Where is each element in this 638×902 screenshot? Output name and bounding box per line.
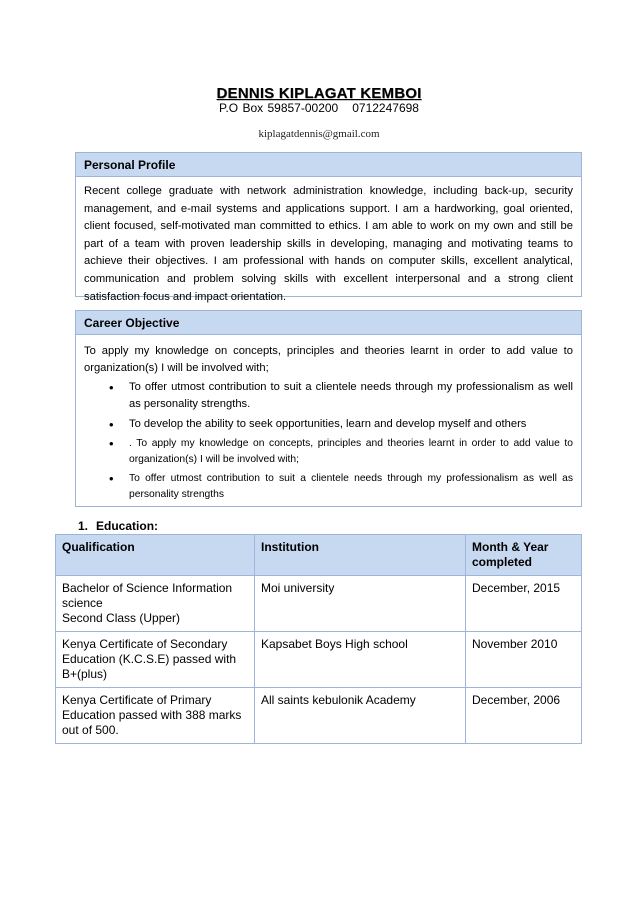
column-header-institution: Institution <box>255 535 466 576</box>
table-row <box>56 576 582 632</box>
qualification-line: Second Class (Upper) <box>62 611 181 625</box>
email-address: kiplagatdennis@gmail.com <box>258 128 380 140</box>
education-table <box>55 534 582 744</box>
po-box: P.O Box 59857-00200 <box>219 101 339 115</box>
qualification-cell <box>56 632 255 688</box>
qualification-line: Bachelor of Science Information science <box>62 581 233 610</box>
career-objective-section <box>75 310 582 507</box>
column-header-qualification: Qualification <box>56 535 255 576</box>
education-heading-label: Education: <box>96 519 159 533</box>
objective-bullet-list <box>84 379 573 503</box>
table-row <box>56 688 582 744</box>
objective-bullet: • To offer utmost contribution to suit a clientele needs through my professionalism as well as personality strengths. <box>129 379 573 413</box>
contact-line <box>0 101 638 115</box>
education-number: 1. <box>78 519 89 533</box>
education-heading <box>78 519 158 533</box>
qualification-line: Kenya Certificate of Secondary Education (K.C.S.E) passed with B+(plus) <box>62 637 237 681</box>
table-row <box>56 632 582 688</box>
qualification-cell <box>56 688 255 744</box>
qualification-line: Kenya Certificate of Primary Education passed with 388 marks out of 500. <box>62 693 242 737</box>
completed-cell: December, 2006 <box>466 688 582 744</box>
objective-bullet: • To offer utmost contribution to suit a clientele needs through my professionalism as well as personality strengths <box>129 471 573 503</box>
completed-cell: December, 2015 <box>466 576 582 632</box>
qualification-cell <box>56 576 255 632</box>
career-objective-intro: To apply my knowledge on concepts, principles and theories learnt in order to add value to organization(s) I will be involved with; <box>84 345 573 374</box>
table-header-row <box>56 535 582 576</box>
career-objective-heading: Career Objective <box>76 311 581 335</box>
phone-number: 0712247698 <box>352 101 419 115</box>
personal-profile-section <box>75 152 582 303</box>
completed-cell: November 2010 <box>466 632 582 688</box>
institution-cell: Kapsabet Boys High school <box>255 632 466 688</box>
objective-bullet: • To develop the ability to seek opportunities, learn and develop myself and others <box>129 416 573 433</box>
institution-cell: Moi university <box>255 576 466 632</box>
candidate-name: DENNIS KIPLAGAT KEMBOI <box>216 85 422 102</box>
objective-bullet: • . To apply my knowledge on concepts, principles and theories learnt in order to add value to organization(s) I will be involved with; <box>129 436 573 468</box>
personal-profile-text: Recent college graduate with network administration knowledge, including back-up, security management, and e-mail systems and applications support. I am a hardworking, goal oriented, client focused, self-motivated man committed to ethics. I am able to work on my own and still be part of a team with proven leadership skills in developing, managing and motivating teams to achieve their objectives. I am professional with hands on computer skills, excellent analytical, communication and problem solving skills with excellent interpersonal and a strong client satisfaction focus and impact orientation. <box>84 185 573 303</box>
institution-cell: All saints kebulonik Academy <box>255 688 466 744</box>
column-header-completed: Month & Year completed <box>466 535 582 576</box>
career-objective-body <box>76 335 581 510</box>
personal-profile-heading: Personal Profile <box>76 153 581 177</box>
